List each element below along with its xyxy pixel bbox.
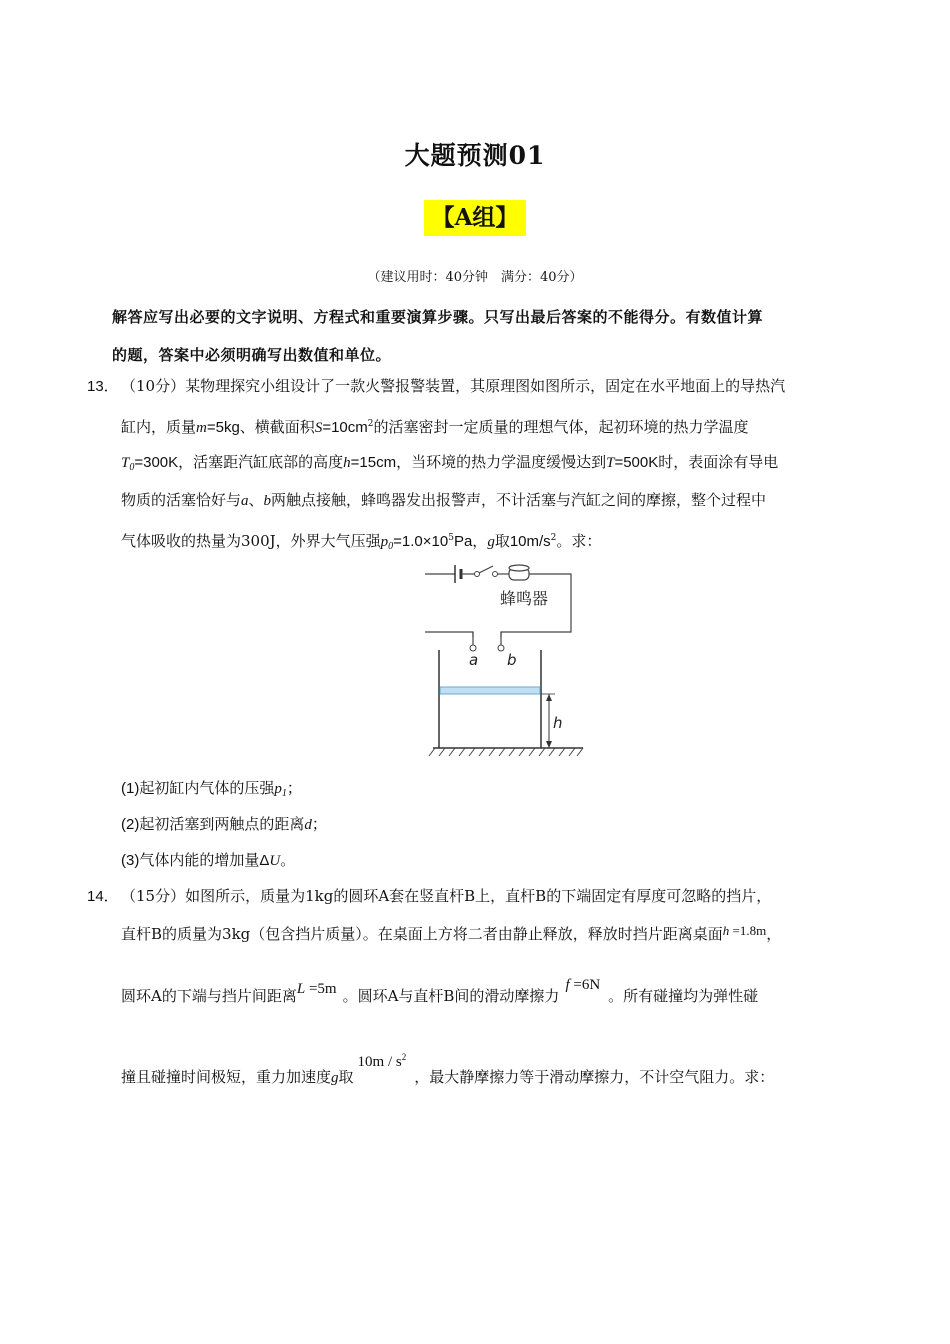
symbol-g: g — [487, 534, 495, 550]
symbol-h: h — [722, 923, 730, 938]
page-title: 大题预测01 — [404, 141, 546, 170]
contact-a-label: a — [469, 651, 479, 669]
group-heading-wrap — [0, 200, 950, 236]
q13-line-5 — [121, 527, 601, 558]
q13-line-3 — [121, 451, 778, 479]
symbol-L: L — [296, 981, 306, 997]
q13-sub-text: 。 — [280, 851, 296, 869]
q13-line-4 — [121, 489, 766, 512]
buzzer-top — [509, 565, 529, 571]
superscript: 5 — [448, 533, 454, 543]
q13-line-2 — [121, 413, 749, 439]
instructions-line-1: 解答应写出必要的文字说明、方程式和重要演算步骤。只写出最后答案的不能得分。有数值计算 — [112, 308, 764, 326]
contact-b-label: b — [507, 651, 517, 669]
q13-sub-3 — [121, 849, 295, 872]
q14-text: 直杆B的质量为3kg（包含挡片质量）。在桌面上方将二者由静止释放，释放时挡片距离桌面 — [121, 925, 723, 943]
subscript: 0 — [388, 541, 394, 552]
contact-b — [498, 645, 504, 651]
q13-text: 、 — [248, 491, 264, 509]
superscript: 2 — [401, 1052, 407, 1062]
formula-value: =6N — [569, 977, 601, 993]
q14-text: 。圆环A与直杆B间的滑动摩擦力 — [342, 987, 560, 1005]
symbol-U: U — [269, 853, 281, 869]
symbol-T: T — [606, 455, 615, 471]
q13-sub-text: ； — [286, 779, 302, 797]
q13-number: 13． — [87, 378, 119, 395]
ground-hatching — [429, 748, 583, 756]
subscript: 1 — [281, 788, 287, 799]
q13-text: 缸内，质量 — [121, 418, 197, 436]
q14-text: ， — [766, 925, 782, 943]
symbol-p0: p — [380, 534, 389, 550]
q14-line-3 — [121, 977, 759, 1008]
symbol-b: b — [263, 493, 272, 509]
q13-sub-text: (3)气体内能的增加量Δ — [121, 852, 270, 869]
symbol-d: d — [304, 817, 312, 833]
switch-contact — [475, 572, 480, 577]
q13-sub-text: (1)起初缸内气体的压强 — [121, 780, 275, 797]
q14-line-1: （15分）如图所示，质量为1kg的圆环A套在竖直杆B上，直杆B的下端固定有厚度可忽略的挡片， — [121, 887, 772, 905]
q13-text: 取10m/s — [494, 533, 551, 550]
height-label: h — [553, 714, 563, 732]
switch-contact — [493, 572, 498, 577]
q13-text: =5kg、横截面积 — [206, 419, 315, 436]
q13-figure — [425, 560, 585, 765]
q14-line-2 — [121, 923, 781, 946]
q14-line-4 — [121, 1052, 775, 1089]
circuit-wire-left — [425, 574, 473, 637]
symbol-f: f — [565, 977, 570, 993]
formula-L — [297, 978, 337, 1000]
q14-text: 取 — [338, 1068, 354, 1086]
q13-text: 两触点接触，蜂鸣器发出报警声，不计活塞与汽缸之间的摩擦，整个过程中 — [271, 491, 767, 509]
q13-line-1: （10分）某物理探究小组设计了一款火警报警装置，其原理图如图所示，固定在水平地面上的导热汽 — [121, 377, 786, 395]
q13-text: 。求： — [556, 532, 602, 550]
symbol-p1: p — [274, 781, 282, 797]
formula-h — [723, 920, 766, 942]
symbol-g: g — [331, 1070, 339, 1086]
q13-text: =500K时，表面涂有导电 — [614, 454, 779, 471]
q14-number: 14． — [87, 888, 119, 905]
instructions — [112, 298, 872, 374]
q14-text: 撞且碰撞时间极短，重力加速度 — [121, 1068, 332, 1086]
symbol-T0: T — [121, 455, 130, 471]
q13-text: 的活塞密封一定质量的理想气体，起初环境的热力学温度 — [373, 418, 749, 436]
buzzer-label: 蜂鸣器 — [500, 589, 549, 608]
superscript: 2 — [550, 533, 557, 543]
q13-text: =15cm，当环境的热力学温度缓慢达到 — [350, 454, 607, 471]
q13-text: 物质的活塞恰好与 — [121, 491, 242, 509]
group-heading: 【A组】 — [424, 200, 527, 236]
superscript: 2 — [367, 419, 374, 429]
q13-text: =300K，活塞距汽缸底部的高度 — [134, 454, 344, 471]
symbol-a: a — [241, 493, 249, 509]
q14-text: ，最大静摩擦力等于滑动摩擦力，不计空气阻力。求： — [414, 1068, 775, 1086]
q14-text: 圆环A的下端与挡片间距离 — [121, 987, 297, 1005]
instructions-line-2: 的题，答案中必须明确写出数值和单位。 — [112, 346, 392, 364]
piston — [440, 687, 540, 694]
formula-value: =5m — [305, 981, 337, 997]
q13-sub-2 — [121, 813, 327, 836]
q13-text: =1.0×10 — [393, 533, 449, 550]
q13-text: =10cm — [322, 419, 368, 436]
time-note: （建议用时：40分钟 满分：40分） — [367, 270, 583, 285]
q13-sub-1 — [121, 777, 302, 805]
q13-sub-text: (2)起初活塞到两触点的距离 — [121, 816, 305, 833]
symbol-m: m — [196, 420, 207, 436]
subscript: 0 — [129, 462, 135, 473]
formula-g — [358, 1046, 407, 1073]
height-arrow-bottom — [546, 741, 552, 748]
formula-value: 10m / s — [357, 1054, 402, 1070]
formula-value: =1.8m — [729, 923, 767, 938]
height-arrow-top — [546, 694, 552, 701]
q13-text: 气体吸收的热量为300J，外界大气压强 — [121, 532, 381, 550]
q14-text: 。所有碰撞均为弹性碰 — [608, 987, 759, 1005]
q13-sub-text: ； — [311, 815, 327, 833]
formula-f — [565, 974, 600, 996]
q13-text: Pa， — [453, 533, 488, 550]
symbol-S: S — [314, 420, 323, 436]
symbol-h: h — [343, 455, 351, 471]
